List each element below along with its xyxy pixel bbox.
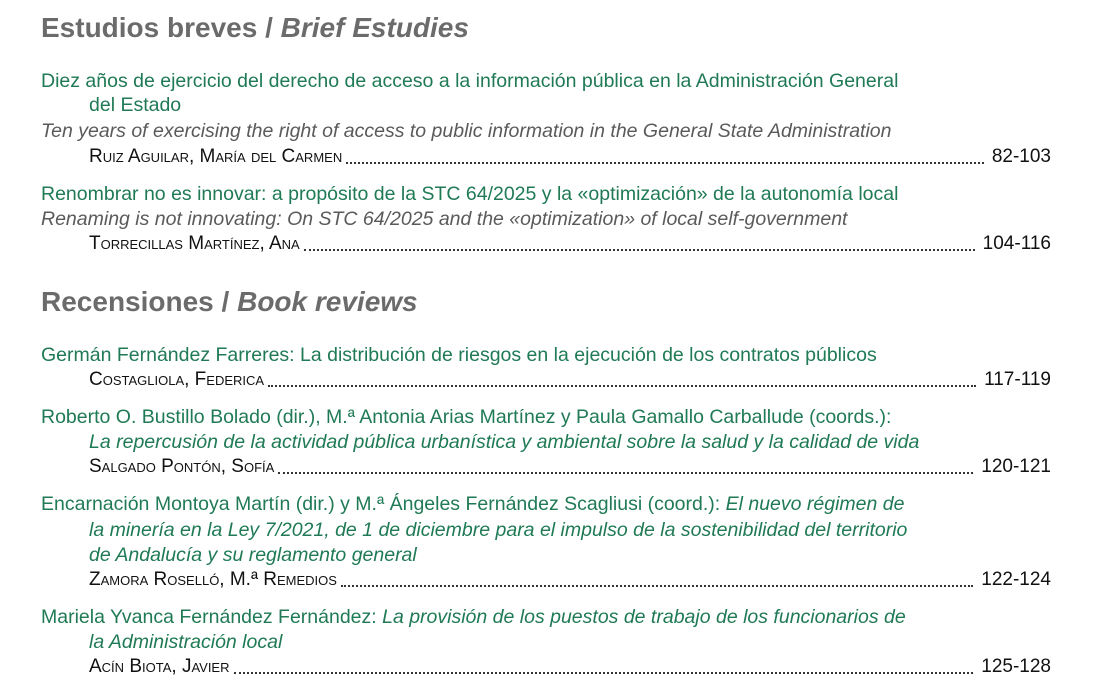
review-editors: Mariela Yvanca Fernández Fernández: (41, 606, 383, 628)
section-heading-brief-studies (41, 12, 469, 44)
review-title-line1[interactable]: Roberto O. Bustillo Bolado (dir.), M.ª Antonia Arias Martínez y Paula Gamallo Carballude (coords.): (41, 406, 892, 428)
section-heading-es: Recensiones (41, 286, 214, 317)
author-name: Salgado Pontón, Sofía (89, 456, 275, 477)
dot-leader (341, 584, 973, 587)
article-title-line1[interactable]: Renombrar no es innovar: a propósito de la STC 64/2025 y la «optimización» de la autonomía local (41, 183, 899, 205)
page-range: 117-119 (984, 369, 1051, 390)
article-subtitle-en: Renaming is not innovating: On STC 64/2025 and the «optimization» of local self-government (41, 208, 848, 230)
toc-entry-author-row (89, 655, 1051, 679)
page-range: 122-124 (981, 569, 1051, 590)
review-title-line2[interactable]: La repercusión de la actividad pública urbanística y ambiental sobre la salud y la calidad de vida (89, 431, 920, 453)
review-title-line1[interactable] (41, 492, 904, 516)
section-heading-en: Book reviews (237, 286, 418, 317)
author-name: Acín Biota, Javier (89, 656, 230, 677)
section-heading-es: Estudios breves (41, 12, 258, 43)
author-name: Torrecillas Martínez, Ana (89, 233, 300, 254)
section-heading-book-reviews (41, 286, 418, 318)
review-book-title: La provisión de los puestos de trabajo de los funcionarios de (382, 606, 906, 628)
article-subtitle-en: Ten years of exercising the right of access to public information in the General State Administration (41, 120, 892, 142)
dot-leader (278, 471, 973, 474)
page-range: 120-121 (981, 456, 1051, 477)
review-title-line1[interactable] (41, 605, 906, 629)
dot-leader (268, 384, 976, 387)
toc-entry-author-row (89, 145, 1051, 169)
dot-leader (304, 248, 975, 251)
section-heading-en: Brief Estudies (280, 12, 469, 43)
author-name: Ruiz Aguilar, María del Carmen (89, 146, 343, 167)
toc-entry-author-row (89, 368, 1051, 392)
page-range: 125-128 (981, 656, 1051, 677)
review-book-title: El nuevo régimen de (725, 493, 905, 515)
dot-leader (346, 161, 984, 164)
review-title-line2[interactable]: la Administración local (89, 631, 283, 653)
section-heading-separator: / (221, 286, 230, 317)
author-name: Zamora Roselló, M.ª Remedios (89, 569, 337, 590)
toc-entry-author-row (89, 568, 1051, 592)
review-editors: Encarnación Montoya Martín (dir.) y M.ª Ángeles Fernández Scagliusi (coord.): (41, 493, 726, 515)
review-title-line1[interactable]: Germán Fernández Farreres: La distribución de riesgos en la ejecución de los contratos públicos (41, 344, 877, 366)
toc-entry-author-row (89, 232, 1051, 256)
article-title-line2[interactable]: del Estado (89, 94, 182, 116)
review-title-line3[interactable]: de Andalucía y su reglamento general (89, 544, 417, 566)
dot-leader (234, 671, 974, 674)
page-range: 104-116 (982, 233, 1051, 254)
page-range: 82-103 (991, 146, 1051, 167)
section-heading-separator: / (265, 12, 273, 43)
toc-entry-author-row (89, 455, 1051, 479)
review-title-line2[interactable]: la minería en la Ley 7/2021, de 1 de diciembre para el impulso de la sostenibilidad del territorio (89, 519, 908, 541)
author-name: Costagliola, Federica (89, 369, 265, 390)
article-title-line1[interactable]: Diez años de ejercicio del derecho de acceso a la información pública en la Administración General (41, 70, 899, 92)
